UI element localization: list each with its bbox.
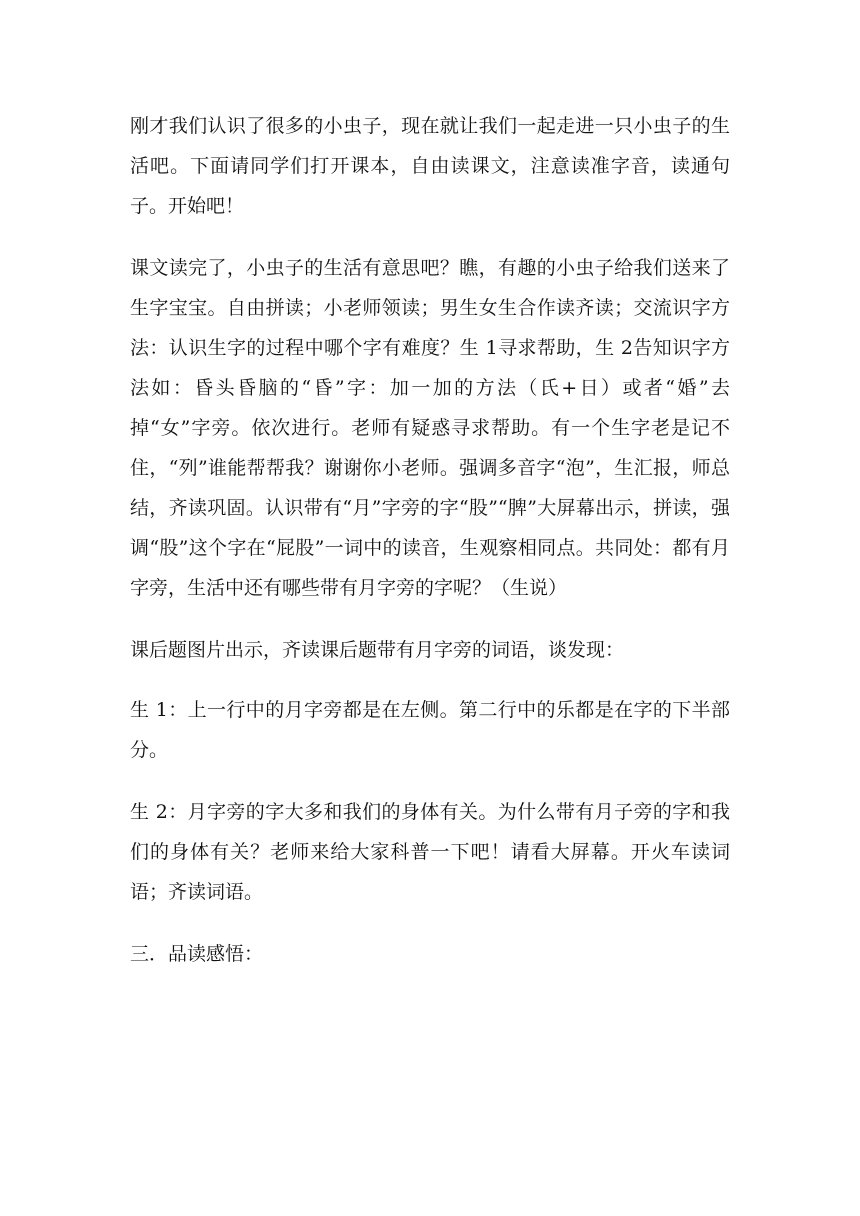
paragraph-exercise: 课后题图片出示，齐读课后题带有月字旁的词语，谈发现： — [130, 639, 625, 661]
paragraph-intro: 刚才我们认识了很多的小虫子，现在就让我们一起走进一只小虫子的生活吧。下面请同学们打开课本，自由读课文，注意读准字音，读通句子。开始吧！ — [130, 115, 730, 217]
section-heading: 三．品读感悟： — [130, 943, 264, 965]
paragraph-student-1: 生 1：上一行中的月字旁都是在左侧。第二行中的乐都是在字的下半部分。 — [130, 699, 730, 761]
document-body — [130, 106, 730, 996]
paragraph-literacy: 课文读完了，小虫子的生活有意思吧？瞧，有趣的小虫子给我们送来了生字宝宝。自由拼读；小老师领读；男生女生合作读齐读；交流识字方法：认识生字的过程中哪个字有难度？生 1寻求帮助，生 2告知识字方法如：昏头昏脑的“昏”字：加一加的方法（氏+日）或者“婚”去掉“女”字旁。依次进行。老师有疑惑寻求帮助。有一个生字老是记不住，“列”谁能帮帮我？谢谢你小老师。强调多音字“泡”，生汇报，师总结，齐读巩固。认识带有“月”字旁的字“股”“脾”大屏幕出示，拼读，强调“股”这个字在“屁股”一词中的读音，生观察相同点。共同处：都有月字旁，生活中还有哪些带有月字旁的字呢？（生说） — [130, 257, 730, 599]
paragraph-student-2: 生 2：月字旁的字大多和我们的身体有关。为什么带有月子旁的字和我们的身体有关？老师来给大家科普一下吧！请看大屏幕。开火车读词语；齐读词语。 — [130, 801, 730, 903]
